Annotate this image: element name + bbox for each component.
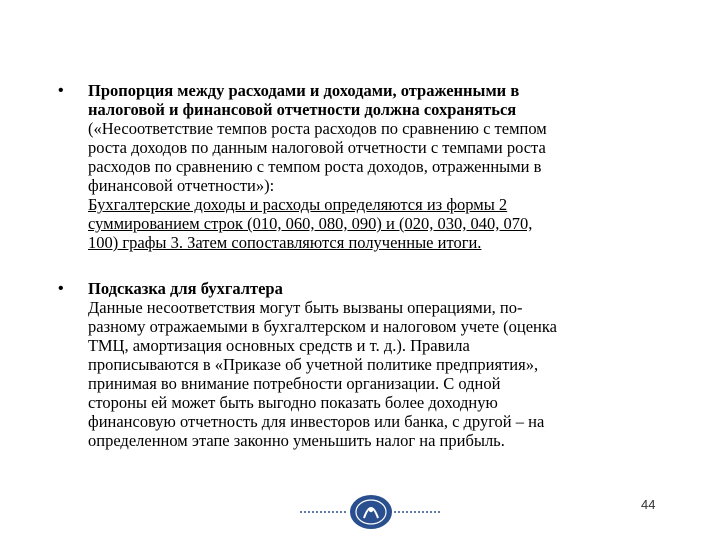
bullet-marker: • [58,82,64,99]
body-text-line: ТМЦ, амортизация основных средств и т. д.). Правила [88,336,470,355]
underlined-text-line: 100) графы 3. Затем сопоставляются полученные итоги. [88,233,482,252]
body-text-line: Данные несоответствия могут быть вызваны операциями, по- [88,298,523,317]
body-text-line: стороны ей может быть выгодно показать более доходную [88,393,498,412]
body-text-line: принимая во внимание потребности организации. С одной [88,374,501,393]
underlined-text-line: Бухгалтерские доходы и расходы определяются из формы 2 [88,195,508,214]
bullet-body [88,81,658,252]
paren-text-line: расходов по сравнению с темпом роста доходов, отраженными в [88,157,542,176]
institution-logo [296,492,446,532]
bullet-item-accountant-hint [58,279,658,450]
bullet-title-line: налоговой и финансовой отчетности должна сохраняться [88,100,517,119]
bullet-title: Подсказка для бухгалтера [88,279,283,298]
body-text-line: финансовую отчетность для инвесторов или банка, с другой – на [88,412,545,431]
logo-emblem-dot [369,508,373,512]
paren-text-line: роста доходов по данным налоговой отчетности с темпами роста [88,138,546,157]
body-text-line: определенном этапе законно уменьшить налог на прибыль. [88,431,505,450]
bullet-title-line: Пропорция между расходами и доходами, отраженными в [88,81,520,100]
paren-text-line: финансовой отчетности»): [88,176,275,195]
body-text-line: разному отражаемыми в бухгалтерском и налоговом учете (оценка [88,317,557,336]
underlined-text-line: суммированием строк (010, 060, 080, 090) и (020, 030, 040, 070, [88,214,533,233]
paren-text-line: («Несоответствие темпов роста расходов по сравнению с темпом [88,119,547,138]
bullet-body [88,279,658,450]
body-text-line: прописываются в «Приказе об учетной политике предприятия», [88,355,539,374]
page-number: 44 [641,497,656,512]
bullet-item-proportion [58,81,658,252]
bullet-marker: • [58,280,64,297]
